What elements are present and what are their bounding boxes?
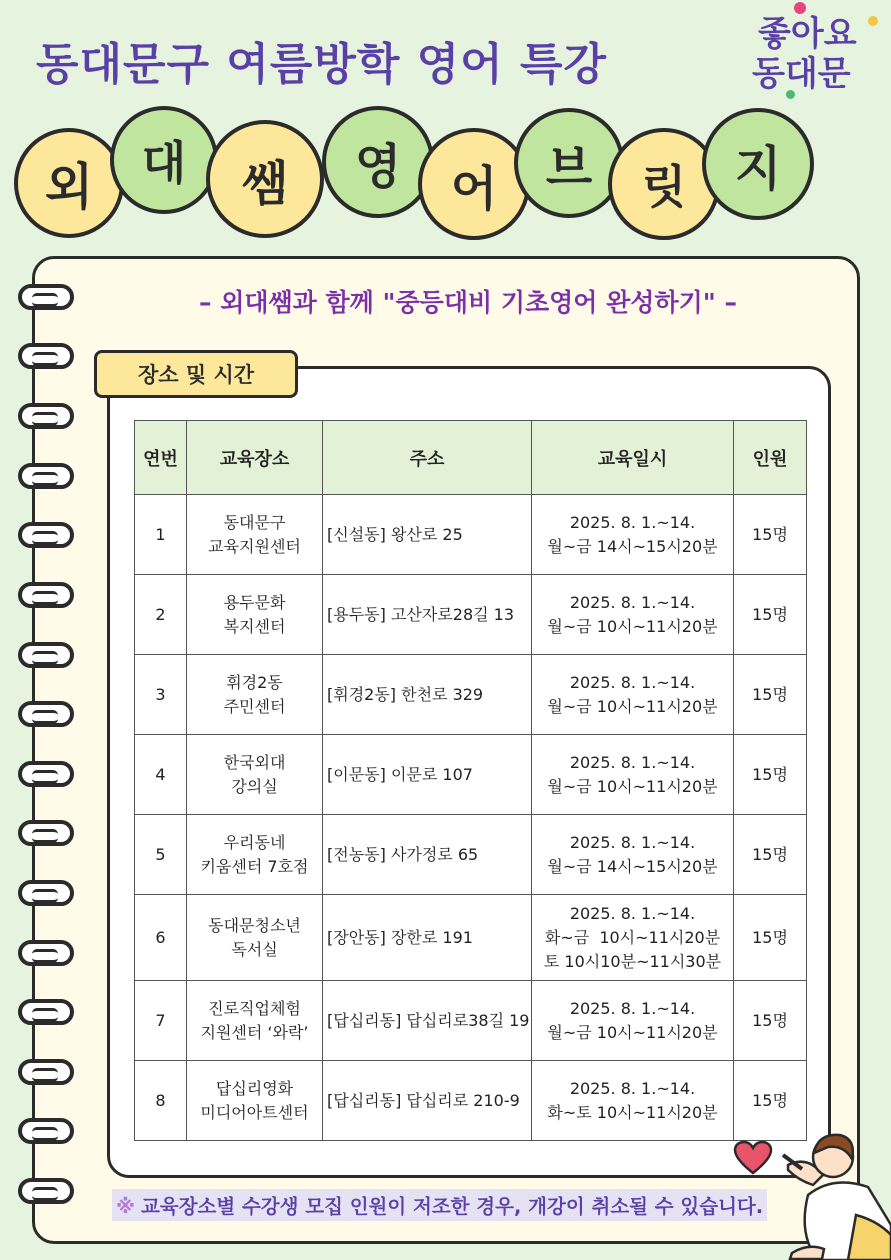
dongdaemun-logo	[752, 2, 884, 102]
circle-char-5: 어	[418, 128, 530, 240]
schedule-line: 월~금 10시~11시20분	[547, 696, 718, 716]
cell-no: 6	[135, 895, 187, 981]
place-line: 교육지원센터	[208, 536, 301, 556]
cell-place	[187, 735, 323, 815]
header-capacity: 인원	[734, 421, 807, 495]
circle-char-4: 영	[322, 106, 434, 218]
cell-no: 3	[135, 655, 187, 735]
circle-char-6: 브	[514, 108, 624, 218]
place-line: 지원센터 ‘와락’	[200, 1022, 309, 1042]
place-line: 강의실	[231, 776, 278, 796]
cell-schedule	[532, 981, 734, 1061]
cell-place	[187, 815, 323, 895]
header-address: 주소	[323, 421, 532, 495]
table-row	[135, 895, 807, 981]
reference-mark: ※	[116, 1195, 135, 1218]
place-line: 미디어아트센터	[200, 1102, 309, 1122]
schedule-line: 2025. 8. 1.~14.	[569, 592, 696, 612]
schedule-line: 2025. 8. 1.~14.	[569, 998, 696, 1018]
binder-ring	[18, 701, 74, 727]
table-row	[135, 1061, 807, 1141]
place-line: 진로직업체험	[208, 998, 301, 1018]
cell-place	[187, 895, 323, 981]
cell-no: 1	[135, 495, 187, 575]
schedule-line: 화~토 10시~11시20분	[547, 1102, 718, 1122]
binder-ring	[18, 582, 74, 608]
schedule-line: 2025. 8. 1.~14.	[569, 903, 696, 923]
cell-capacity: 15명	[734, 815, 807, 895]
circle-char-3: 쌤	[206, 120, 324, 238]
binder-ring	[18, 1118, 74, 1144]
cell-schedule	[532, 815, 734, 895]
cell-no: 8	[135, 1061, 187, 1141]
binder-ring	[18, 463, 74, 489]
schedule-table	[134, 420, 807, 1141]
place-line: 주민센터	[223, 696, 286, 716]
table-row	[135, 815, 807, 895]
binder-ring	[18, 820, 74, 846]
binder-ring	[18, 343, 74, 369]
cell-capacity: 15명	[734, 495, 807, 575]
cell-address: [용두동] 고산자로28길 13	[323, 575, 532, 655]
binder-ring	[18, 999, 74, 1025]
logo-line-1: 좋아요	[758, 14, 857, 54]
table-row	[135, 495, 807, 575]
place-line: 동대문구	[223, 512, 286, 532]
place-line: 용두문화	[223, 592, 286, 612]
cell-address: [장안동] 장한로 191	[323, 895, 532, 981]
cell-capacity: 15명	[734, 575, 807, 655]
notice-text	[112, 1189, 767, 1221]
cell-schedule	[532, 495, 734, 575]
schedule-line: 월~금 10시~11시20분	[547, 776, 718, 796]
place-line: 복지센터	[223, 616, 286, 636]
header-no: 연번	[135, 421, 187, 495]
cell-no: 5	[135, 815, 187, 895]
table-row	[135, 981, 807, 1061]
cell-capacity: 15명	[734, 655, 807, 735]
circle-char-7: 릿	[608, 128, 720, 240]
binder-ring	[18, 940, 74, 966]
cell-schedule	[532, 735, 734, 815]
cell-address: [신설동] 왕산로 25	[323, 495, 532, 575]
cell-no: 2	[135, 575, 187, 655]
schedule-line: 2025. 8. 1.~14.	[569, 1078, 696, 1098]
schedule-line: 화~금 10시~11시20분	[544, 927, 721, 947]
schedule-line: 토 10시10분~11시30분	[543, 951, 722, 971]
notice-body: 교육장소별 수강생 모집 인원이 저조한 경우, 개강이 취소될 수 있습니다.	[140, 1195, 764, 1218]
logo-dot-yellow	[868, 16, 878, 26]
cell-address: [전농동] 사가정로 65	[323, 815, 532, 895]
place-line: 동대문청소년	[208, 915, 301, 935]
schedule-line: 월~금 14시~15시20분	[547, 856, 718, 876]
title-circles	[0, 100, 891, 240]
place-line: 키움센터 7호점	[200, 856, 309, 876]
place-line: 우리동네	[223, 832, 286, 852]
cell-address: [이문동] 이문로 107	[323, 735, 532, 815]
cell-capacity: 15명	[734, 735, 807, 815]
logo-line-2: 동대문	[752, 54, 851, 94]
schedule-line: 월~금 10시~11시20분	[547, 1022, 718, 1042]
cell-no: 7	[135, 981, 187, 1061]
cell-schedule	[532, 655, 734, 735]
schedule-line: 2025. 8. 1.~14.	[569, 672, 696, 692]
binder-ring	[18, 880, 74, 906]
cell-place	[187, 981, 323, 1061]
binder-ring	[18, 1059, 74, 1085]
binder-ring	[18, 403, 74, 429]
cell-schedule	[532, 1061, 734, 1141]
circle-char-1: 외	[14, 128, 124, 238]
writing-person-illustration	[778, 1125, 891, 1260]
cell-schedule	[532, 575, 734, 655]
place-line: 휘경2동	[226, 672, 283, 692]
cell-schedule	[532, 895, 734, 981]
schedule-line: 2025. 8. 1.~14.	[569, 832, 696, 852]
table-row	[135, 575, 807, 655]
binder-ring	[18, 761, 74, 787]
cell-address: [답십리동] 답십리로38길 19	[323, 981, 532, 1061]
cell-place	[187, 1061, 323, 1141]
place-line: 한국외대	[223, 752, 286, 772]
cell-place	[187, 655, 323, 735]
cell-capacity: 15명	[734, 981, 807, 1061]
table-row	[135, 655, 807, 735]
cell-address: [휘경2동] 한천로 329	[323, 655, 532, 735]
table-row	[135, 735, 807, 815]
cell-place	[187, 575, 323, 655]
place-line: 답십리영화	[215, 1078, 294, 1098]
header-schedule: 교육일시	[532, 421, 734, 495]
table-header-row	[135, 421, 807, 495]
binder-ring	[18, 1178, 74, 1204]
cell-capacity: 15명	[734, 1061, 807, 1141]
subtitle: – 외대쌤과 함께 "중등대비 기초영어 완성하기" –	[199, 288, 737, 317]
schedule-line: 월~금 10시~11시20분	[547, 616, 718, 636]
circle-char-2: 대	[110, 106, 218, 214]
binder-ring	[18, 284, 74, 310]
cell-place	[187, 495, 323, 575]
heart-icon	[733, 1140, 773, 1176]
binder-ring	[18, 642, 74, 668]
header-place: 교육장소	[187, 421, 323, 495]
schedule-line: 2025. 8. 1.~14.	[569, 752, 696, 772]
page-title: 동대문구 여름방학 영어 특강	[36, 39, 608, 90]
schedule-line: 월~금 14시~15시20분	[547, 536, 718, 556]
place-line: 독서실	[231, 939, 278, 959]
section-tab: 장소 및 시간	[94, 350, 298, 398]
binder-ring	[18, 522, 74, 548]
schedule-line: 2025. 8. 1.~14.	[569, 512, 696, 532]
circle-char-8: 지	[702, 108, 814, 220]
cell-capacity: 15명	[734, 895, 807, 981]
cell-no: 4	[135, 735, 187, 815]
cell-address: [답십리동] 답십리로 210-9	[323, 1061, 532, 1141]
